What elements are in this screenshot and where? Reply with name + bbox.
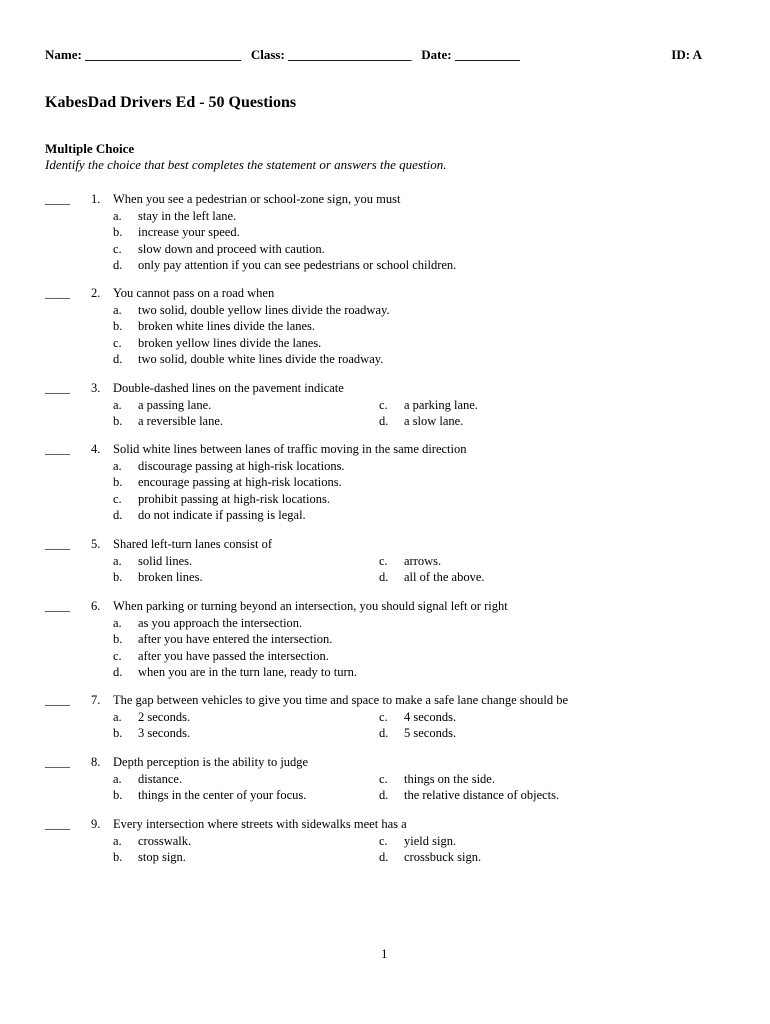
question-stem: Double-dashed lines on the pavement indicate <box>113 381 344 395</box>
answer-blank[interactable]: ____ <box>45 442 70 456</box>
option-text: stop sign. <box>138 850 186 865</box>
option-letter: d. <box>113 508 123 523</box>
question-number: 7. <box>91 693 101 707</box>
question-number: 8. <box>91 755 101 769</box>
question-stem: When you see a pedestrian or school-zone sign, you must <box>113 192 401 206</box>
option-letter: b. <box>113 850 123 865</box>
section-instructions: Identify the choice that best completes the statement or answers the question. <box>45 157 447 172</box>
option-text: arrows. <box>404 553 442 568</box>
option-letter: b. <box>113 570 123 585</box>
question-stem: Solid white lines between lanes of traffic moving in the same direction <box>113 442 467 456</box>
option-letter: a. <box>113 208 122 223</box>
question-number: 2. <box>91 286 101 300</box>
question-number: 5. <box>91 537 101 551</box>
option-text: only pay attention if you can see pedestrians or school children. <box>138 258 457 273</box>
option-text: broken lines. <box>138 570 203 585</box>
option-letter: c. <box>113 335 122 350</box>
answer-blank[interactable]: ____ <box>45 381 70 395</box>
answer-blank[interactable]: ____ <box>45 286 70 300</box>
option-text: two solid, double yellow lines divide the roadway. <box>138 302 390 317</box>
option-text: after you have entered the intersection. <box>138 632 333 647</box>
option-text: crossbuck sign. <box>404 850 482 865</box>
option-letter: a. <box>113 553 122 568</box>
option-letter: c. <box>379 553 388 568</box>
section-heading: Multiple Choice <box>45 141 135 156</box>
option-text: increase your speed. <box>138 225 240 240</box>
option-text: discourage passing at high-risk locations. <box>138 458 345 473</box>
question-number: 9. <box>91 817 101 831</box>
page-header <box>45 47 702 63</box>
option-text: 5 seconds. <box>404 726 457 741</box>
option-text: do not indicate if passing is legal. <box>138 508 306 523</box>
option-letter: a. <box>113 709 122 724</box>
page-title: KabesDad Drivers Ed - 50 Questions <box>45 94 297 111</box>
option-text: prohibit passing at high-risk locations. <box>138 491 330 506</box>
option-letter: b. <box>113 414 123 429</box>
answer-blank[interactable]: ____ <box>45 599 70 613</box>
question-stem: Shared left-turn lanes consist of <box>113 537 272 551</box>
question-stem: You cannot pass on a road when <box>113 286 275 300</box>
option-letter: c. <box>379 397 388 412</box>
option-text: stay in the left lane. <box>138 208 237 223</box>
option-letter: d. <box>379 850 389 865</box>
option-text: the relative distance of objects. <box>404 788 560 803</box>
option-text: 2 seconds. <box>138 709 191 724</box>
option-letter: d. <box>113 258 123 273</box>
option-letter: c. <box>113 491 122 506</box>
option-letter: a. <box>113 615 122 630</box>
option-letter: b. <box>113 788 123 803</box>
option-text: broken white lines divide the lanes. <box>138 319 316 334</box>
option-letter: d. <box>379 570 389 585</box>
question-stem: When parking or turning beyond an intersection, you should signal left or right <box>113 599 508 613</box>
option-letter: b. <box>113 475 123 490</box>
question-stem: The gap between vehicles to give you time and space to make a safe lane change should be <box>113 693 569 707</box>
option-text: distance. <box>138 771 183 786</box>
option-text: a passing lane. <box>138 397 212 412</box>
page-number: 1 <box>381 946 388 961</box>
option-text: crosswalk. <box>138 833 192 848</box>
option-text: two solid, double white lines divide the roadway. <box>138 352 384 367</box>
answer-blank[interactable]: ____ <box>45 693 70 707</box>
option-letter: a. <box>113 397 122 412</box>
option-text: all of the above. <box>404 570 485 585</box>
question-number: 4. <box>91 442 101 456</box>
option-letter: c. <box>113 648 122 663</box>
option-text: encourage passing at high-risk locations. <box>138 475 342 490</box>
option-letter: d. <box>113 665 123 680</box>
option-text: as you approach the intersection. <box>138 615 303 630</box>
option-text: solid lines. <box>138 553 193 568</box>
option-letter: a. <box>113 458 122 473</box>
question-number: 1. <box>91 192 101 206</box>
option-letter: d. <box>379 414 389 429</box>
test-id: ID: A <box>671 47 702 62</box>
option-letter: c. <box>379 833 388 848</box>
option-text: a parking lane. <box>404 397 478 412</box>
answer-blank[interactable]: ____ <box>45 755 70 769</box>
question-number: 3. <box>91 381 101 395</box>
question-stem: Depth perception is the ability to judge <box>113 755 309 769</box>
option-letter: a. <box>113 833 122 848</box>
option-letter: b. <box>113 225 123 240</box>
option-text: 4 seconds. <box>404 709 457 724</box>
option-letter: c. <box>113 241 122 256</box>
option-text: things in the center of your focus. <box>138 788 307 803</box>
answer-blank[interactable]: ____ <box>45 817 70 831</box>
option-letter: d. <box>113 352 123 367</box>
question-number: 6. <box>91 599 101 613</box>
option-text: slow down and proceed with caution. <box>138 241 325 256</box>
option-letter: b. <box>113 319 123 334</box>
answer-blank[interactable]: ____ <box>45 192 70 206</box>
option-letter: c. <box>379 771 388 786</box>
option-text: yield sign. <box>404 833 457 848</box>
option-text: broken yellow lines divide the lanes. <box>138 335 322 350</box>
option-text: when you are in the turn lane, ready to turn. <box>138 665 358 680</box>
option-text: 3 seconds. <box>138 726 191 741</box>
option-letter: d. <box>379 788 389 803</box>
option-text: a slow lane. <box>404 414 464 429</box>
option-letter: b. <box>113 632 123 647</box>
option-letter: d. <box>379 726 389 741</box>
answer-blank[interactable]: ____ <box>45 537 70 551</box>
question-stem: Every intersection where streets with sidewalks meet has a <box>113 817 407 831</box>
option-letter: c. <box>379 709 388 724</box>
option-letter: a. <box>113 771 122 786</box>
option-text: a reversible lane. <box>138 414 224 429</box>
option-letter: b. <box>113 726 123 741</box>
date-field[interactable]: Date: __________ <box>421 47 520 62</box>
option-letter: a. <box>113 302 122 317</box>
option-text: after you have passed the intersection. <box>138 648 329 663</box>
option-text: things on the side. <box>404 771 495 786</box>
name-field[interactable]: Name: ________________________ <box>45 47 242 62</box>
class-field[interactable]: Class: ___________________ <box>250 47 412 62</box>
